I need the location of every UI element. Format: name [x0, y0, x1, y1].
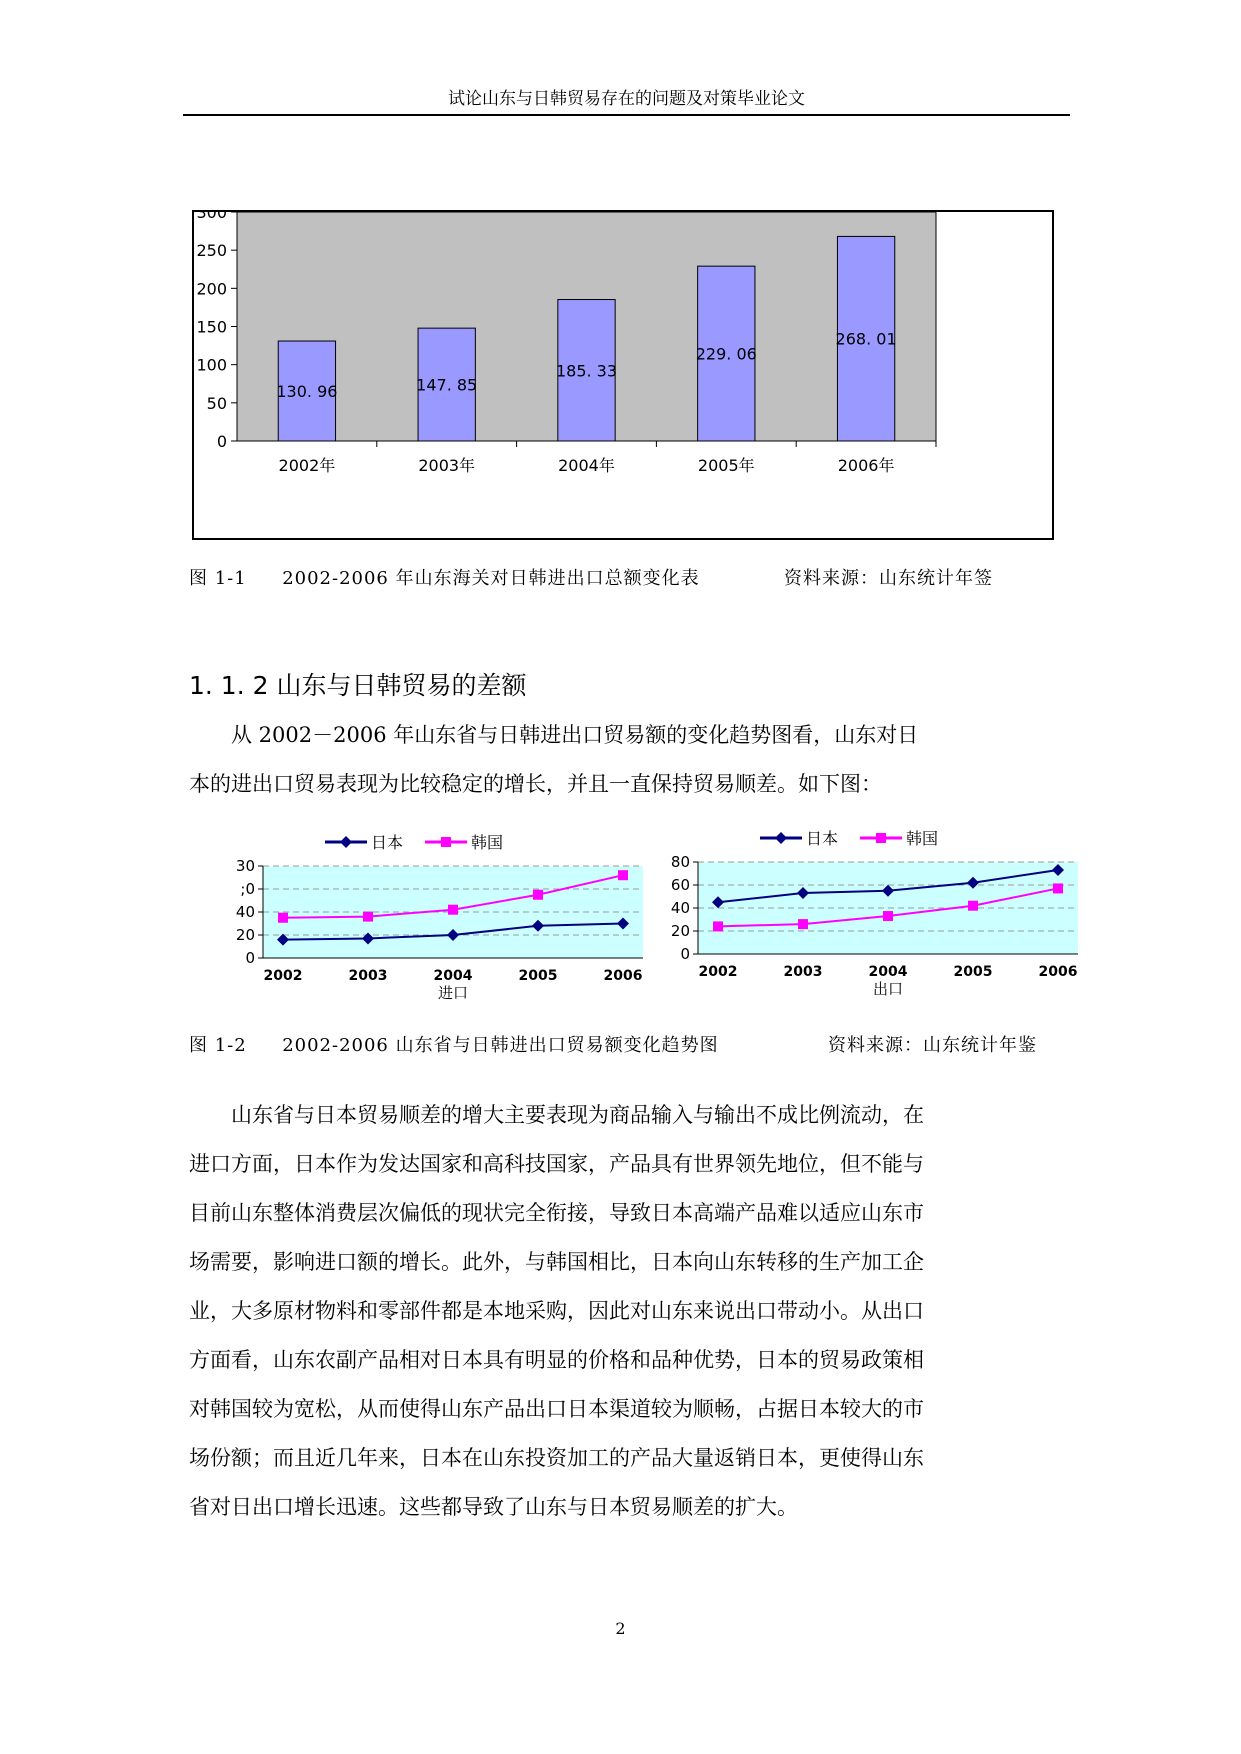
figure1-caption-label: 图 1-1 — [189, 568, 247, 589]
data-point — [798, 919, 808, 929]
paragraph-line: 方面看，山东农副产品相对日本具有明显的价格和品种优势，日本的贸易政策相 — [189, 1348, 924, 1372]
x-tick-label: 2006年 — [837, 456, 895, 475]
y-tick-label: 100 — [196, 355, 227, 375]
data-point — [1053, 883, 1063, 893]
paragraph-line: 从 2002－2006 年山东省与日韩进出口贸易额的变化趋势图看，山东对日 — [231, 723, 919, 747]
header-rule — [183, 114, 1070, 116]
x-tick-label: 2005 — [518, 968, 558, 984]
y-tick-label: 40 — [235, 903, 255, 921]
y-tick-label: 150 — [196, 317, 227, 337]
bar-chart-figure — [192, 210, 1054, 540]
x-axis-title: 进口 — [437, 984, 469, 1002]
data-point — [278, 913, 288, 923]
figure2-caption-label: 图 1-2 — [189, 1035, 247, 1056]
y-tick-label: 60 — [670, 876, 690, 894]
bar-value-label: 185. 33 — [555, 361, 618, 381]
figure1-source: 资料来源：山东统计年签 — [784, 568, 993, 589]
paragraph-line: 进口方面，日本作为发达国家和高科技国家，产品具有世界领先地位，但不能与 — [189, 1152, 924, 1176]
figure2-caption — [189, 1031, 719, 1057]
legend-marker — [775, 832, 787, 844]
x-tick-label: 2002 — [263, 968, 303, 984]
legend-label: 韩国 — [906, 829, 939, 848]
data-point — [448, 905, 458, 915]
bar-value-label: 130. 96 — [276, 382, 338, 402]
data-point — [883, 911, 893, 921]
page-number: 2 — [615, 1619, 626, 1638]
legend-label: 韩国 — [471, 833, 504, 852]
x-tick-label: 2004 — [433, 968, 473, 984]
y-tick-label: 20 — [235, 926, 255, 944]
x-tick-label: 2002 — [698, 964, 738, 980]
x-tick-label: 2006 — [1038, 964, 1078, 980]
paragraph-line: 业，大多原材物料和零部件都是本地采购，因此对山东来说出口带动小。从出口 — [189, 1299, 924, 1323]
x-tick-label: 2005年 — [697, 456, 755, 475]
paragraph-line: 场份额；而且近几年来，日本在山东投资加工的产品大量返销日本，更使得山东 — [189, 1446, 924, 1470]
data-point — [713, 921, 723, 931]
import-line-chart — [215, 830, 645, 1020]
bar-value-label: 147. 85 — [416, 375, 478, 395]
bar-chart — [194, 212, 1052, 538]
figure2-source: 资料来源：山东统计年鉴 — [828, 1035, 1037, 1056]
paragraph-2 — [189, 1091, 924, 1532]
y-tick-label: 40 — [670, 899, 690, 917]
paragraph-line: 本的进出口贸易表现为比较稳定的增长，并且一直保持贸易顺差。如下图： — [189, 772, 882, 796]
data-point — [363, 912, 373, 922]
figure1-caption — [189, 564, 700, 590]
y-tick-label: 30 — [235, 857, 255, 875]
x-axis-title: 出口 — [872, 980, 904, 998]
legend-label: 日本 — [806, 829, 839, 848]
y-tick-label: 0 — [245, 949, 255, 967]
legend-label: 日本 — [371, 833, 404, 852]
x-tick-label: 2003 — [783, 964, 823, 980]
paragraph-line: 山东省与日本贸易顺差的增大主要表现为商品输入与输出不成比例流动，在 — [231, 1103, 924, 1127]
y-tick-label: 0 — [680, 945, 690, 963]
legend-marker — [441, 837, 451, 847]
page-header: 试论山东与日韩贸易存在的问题及对策毕业论文 — [448, 89, 805, 109]
y-tick-label: 80 — [670, 853, 690, 871]
paragraph-line: 目前山东整体消费层次偏低的现状完全衔接，导致日本高端产品难以适应山东市 — [189, 1201, 924, 1225]
x-tick-label: 2002年 — [278, 456, 336, 475]
y-tick-label: 300 — [196, 212, 227, 222]
data-point — [533, 890, 543, 900]
export-line-chart — [650, 826, 1090, 1016]
y-tick-label: 20 — [670, 922, 690, 940]
paragraph-line: 场需要，影响进口额的增长。此外，与韩国相比，日本向山东转移的生产加工企 — [189, 1250, 924, 1274]
data-point — [618, 870, 628, 880]
paragraph-1 — [189, 711, 918, 809]
section-heading: 1. 1. 2 山东与日韩贸易的差额 — [189, 671, 527, 700]
x-tick-label: 2005 — [953, 964, 993, 980]
y-tick-label: 250 — [196, 241, 227, 261]
paragraph-line: 对韩国较为宽松，从而使得山东产品出口日本渠道较为顺畅，占据日本较大的市 — [189, 1397, 924, 1421]
y-tick-label: 50 — [206, 393, 227, 413]
figure1-caption-text: 2002-2006 年山东海关对日韩进出口总额变化表 — [282, 568, 700, 589]
figure2-caption-text: 2002-2006 山东省与日韩进出口贸易额变化趋势图 — [282, 1035, 719, 1056]
legend-marker — [340, 836, 352, 848]
bar-value-label: 229. 06 — [695, 344, 757, 364]
x-tick-label: 2003年 — [418, 456, 476, 475]
bar-value-label: 268. 01 — [835, 329, 897, 349]
legend-marker — [876, 833, 886, 843]
x-tick-label: 2004 — [868, 964, 908, 980]
x-tick-label: 2003 — [348, 968, 388, 984]
y-tick-label: ;0 — [240, 880, 255, 898]
x-tick-label: 2006 — [603, 968, 643, 984]
y-tick-label: 200 — [196, 279, 227, 299]
y-tick-label: 0 — [216, 432, 227, 451]
paragraph-line: 省对日出口增长迅速。这些都导致了山东与日本贸易顺差的扩大。 — [189, 1495, 798, 1519]
x-tick-label: 2004年 — [558, 456, 615, 475]
data-point — [968, 901, 978, 911]
